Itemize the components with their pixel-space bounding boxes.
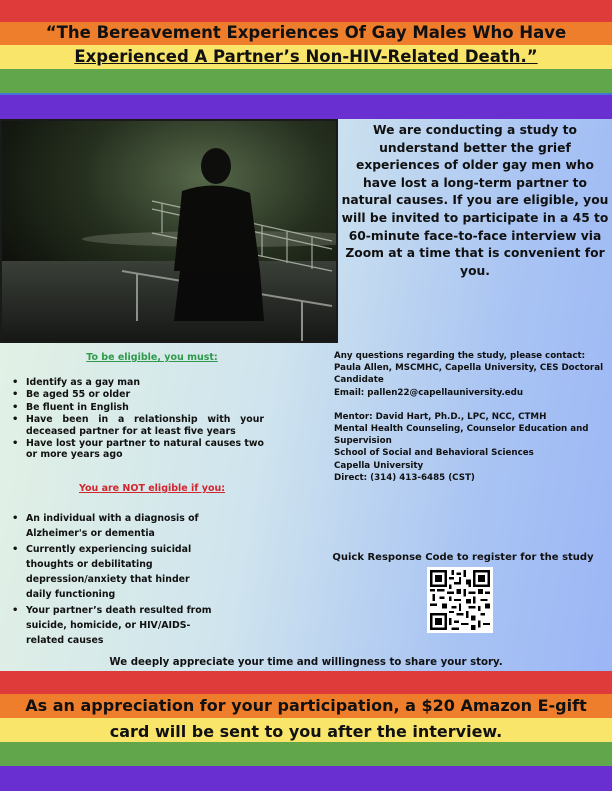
- eligible-item: • Be aged 55 or older: [12, 389, 264, 400]
- qr-code-icon: [430, 570, 490, 630]
- mentor-university: Capella University: [334, 460, 424, 471]
- not-eligible-heading: You are NOT eligible if you:: [78, 483, 226, 494]
- mentor-department: Mental Health Counseling, Counselor Education and Supervision: [334, 424, 589, 447]
- appreciation-line1: As an appreciation for your participation, a $20 Amazon E-gift: [25, 696, 587, 715]
- eligible-heading: To be eligible, you must:: [86, 352, 218, 363]
- not-eligible-list: [12, 511, 212, 649]
- top-stripe-purple: [0, 95, 612, 119]
- bottom-stripe-purple: [0, 766, 612, 791]
- appreciation-line2: card will be sent to you after the interview.: [109, 722, 503, 741]
- top-stripe-red: [0, 0, 612, 22]
- researcher-email[interactable]: Email: pallen22@capellauniversity.edu: [334, 387, 524, 398]
- top-stripe-green: [0, 69, 612, 93]
- not-eligible-item: • Your partner’s death resulted from suicide, homicide, or HIV/AIDS-related causes: [12, 603, 212, 648]
- mentor-school: School of Social and Behavioral Sciences: [334, 448, 534, 459]
- mentor-phone: Direct: (314) 413-6485 (CST): [334, 472, 475, 483]
- eligible-item: • Have lost your partner to natural causes two or more years ago: [12, 438, 264, 461]
- flyer-title-line1: “The Bereavement Experiences Of Gay Males Who Have: [45, 23, 567, 42]
- not-eligible-item: • Currently experiencing suicidal thoughts or debilitating depression/anxiety that hinder daily functioning: [12, 542, 212, 602]
- bottom-stripe-red: [0, 671, 612, 694]
- not-eligible-item: • An individual with a diagnosis of Alzheimer's or dementia: [12, 511, 212, 541]
- eligible-item: • Identify as a gay man: [12, 377, 264, 388]
- qr-code-label: Quick Response Code to register for the study: [332, 552, 594, 563]
- mentor-name: Mentor: David Hart, Ph.D., LPC, NCC, CTMH: [334, 411, 547, 422]
- man-on-bench-illustration: [2, 121, 338, 343]
- bottom-stripe-green: [0, 742, 612, 766]
- contact-spacer: [334, 399, 604, 411]
- eligible-item: • Be fluent in English: [12, 402, 264, 413]
- flyer-title-line2: Experienced A Partner’s Non-HIV-Related Death.”: [74, 47, 538, 66]
- contact-info: [334, 350, 604, 484]
- thanks-text: We deeply appreciate your time and willingness to share your story.: [109, 657, 503, 668]
- man-on-bench-photo: [0, 119, 338, 343]
- study-intro-text: We are conducting a study to understand better the grief experiences of older gay men who have lost a long-term partner to natural causes. If you are eligible, you will be invited to participate in a 45 to 60-minute face-to-face interview via Zoom at a time that is convenient for you.: [341, 123, 609, 278]
- eligible-item: • Have been in a relationship with your deceased partner for at least five years: [12, 414, 264, 437]
- researcher-name: Paula Allen, MSCMHC, Capella University, CES Doctoral Candidate: [334, 363, 604, 386]
- eligible-list: [12, 377, 264, 462]
- qr-code[interactable]: [427, 567, 493, 633]
- contact-intro: Any questions regarding the study, please contact:: [334, 351, 586, 361]
